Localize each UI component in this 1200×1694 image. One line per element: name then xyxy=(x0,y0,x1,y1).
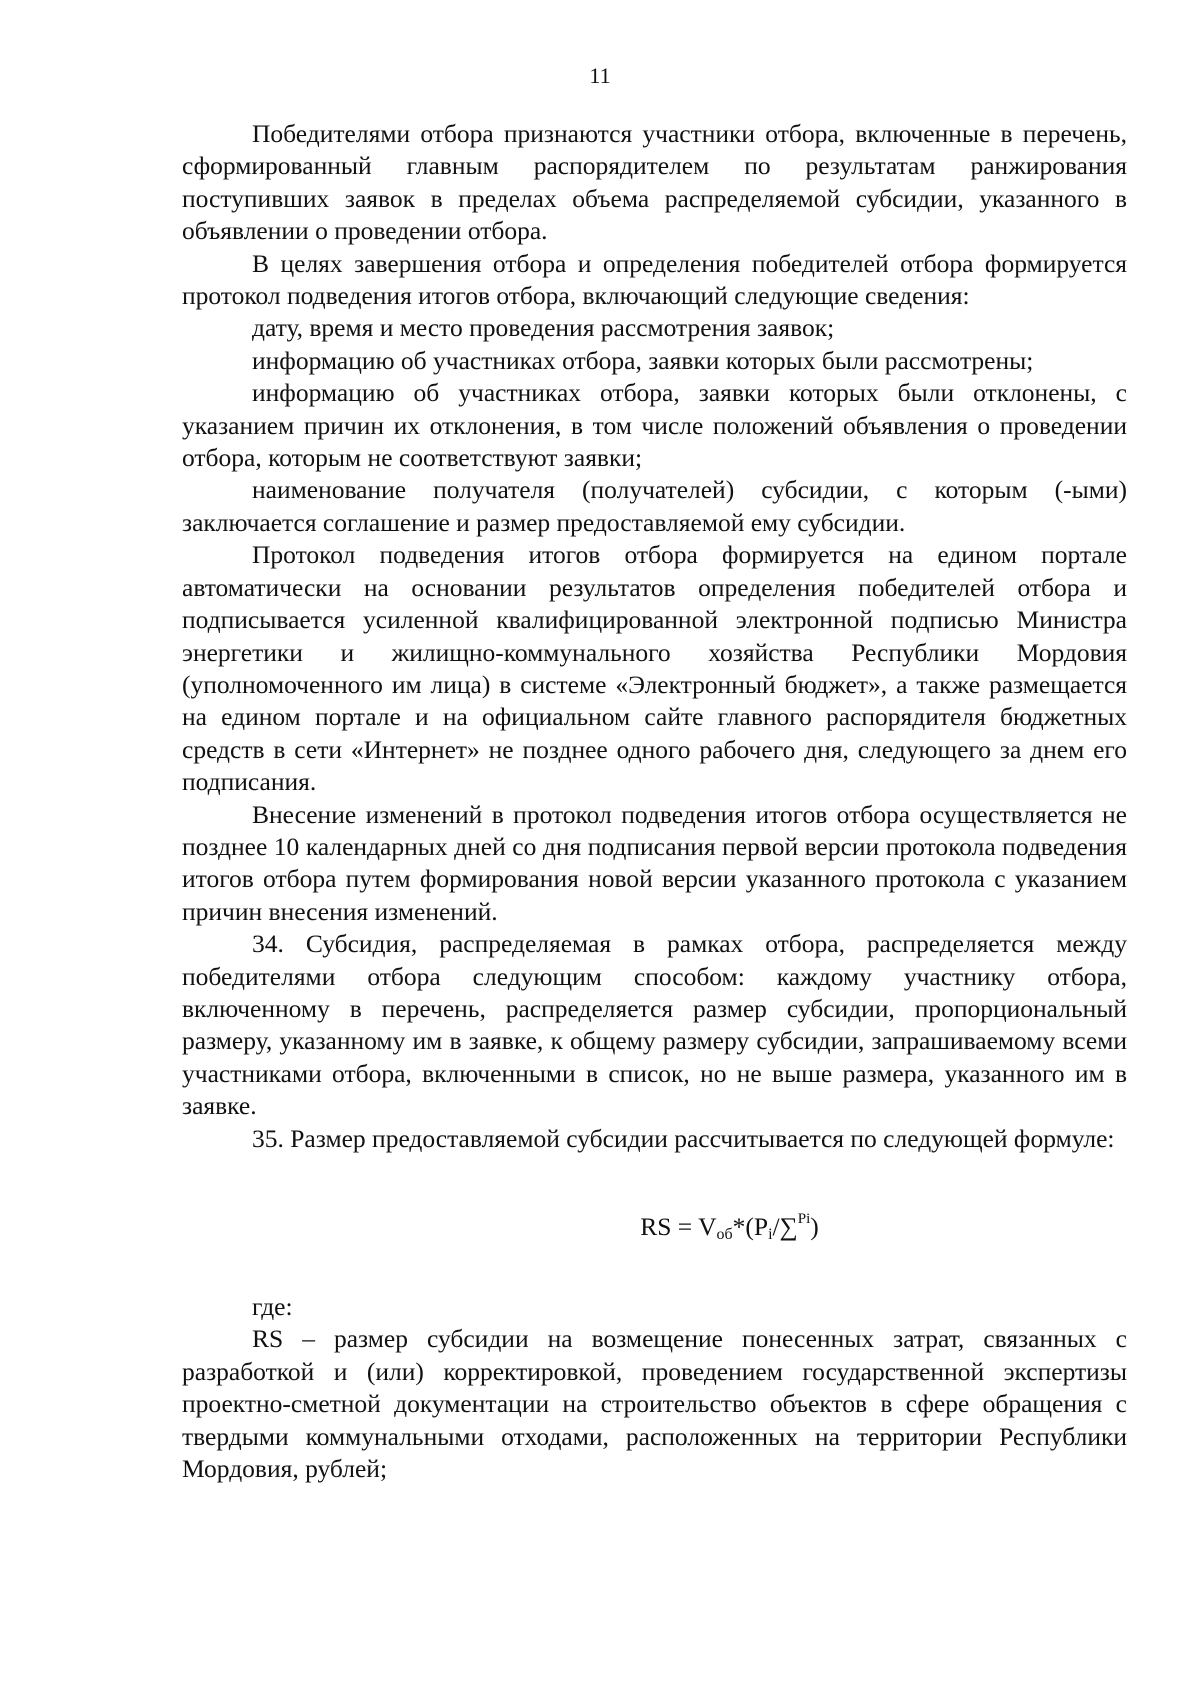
formula-mid: *(P xyxy=(732,1212,769,1241)
paragraph-protocol-changes: Внесение изменений в протокол подведения итогов отбора осуществляется не позднее 10 календарных дней со дня подписания первой версии протокола подведения итогов отбора путем формирования новой версии указанного протокола с указанием причин внесения изменений. xyxy=(182,799,1127,926)
formula-close: ) xyxy=(810,1212,819,1241)
formula-subscript-i: i xyxy=(768,1226,773,1243)
paragraph-clause-35: 35. Размер предоставляемой субсидии рассчитывается по следующей формуле: xyxy=(252,1123,1115,1153)
paragraph-where: где: xyxy=(252,1292,293,1321)
formula-left: RS = V xyxy=(640,1212,717,1241)
page-number: 11 xyxy=(589,63,611,88)
subsidy-formula xyxy=(182,1203,1127,1251)
paragraph-winners: Победителями отбора признаются участники отбора, включенные в перечень, сформированный главным распорядителем по результатам ранжирования поступивших заявок в пределах объема распределяемой субсидии, указанного в объявлении о проведении отбора. xyxy=(182,119,1127,246)
list-item-recipient-name: наименование получателя (получателей) субсидии, с которым (-ыми) заключается соглашение и размер предоставляемой ему субсидии. xyxy=(182,475,1127,537)
list-item-rejected-participants: информацию об участниках отбора, заявки которых были отклонены, с указанием причин их отклонения, в том числе положений объявления о проведении отбора, которым не соответствуют заявки; xyxy=(182,378,1127,473)
paragraph-rs-definition: RS – размер субсидии на возмещение понесенных затрат, связанных с разработкой и (или) корректировкой, проведением государственной экспертизы проектно-сметной документации на строительство объектов в сфере обращения с твердыми коммунальными отходами, расположенных на территории Республики Мордовия, рублей; xyxy=(182,1324,1127,1484)
paragraph-protocol-intro: В целях завершения отбора и определения победителей отбора формируется протокол подведения итогов отбора, включающий следующие сведения: xyxy=(182,248,1127,311)
formula-slash-sum: /∑ xyxy=(772,1212,798,1241)
paragraph-clause-34: 34. Субсидия, распределяемая в рамках отбора, распределяется между победителями отбора следующим способом: каждому участнику отбора, включенному в перечень, распределяется размер субсидии, пропорциональный размеру, указанному им в заявке, к общему размеру субсидии, запрашиваемому всеми участниками отбора, включенными в список, но не выше размера, указанного им в заявке. xyxy=(182,929,1127,1121)
formula-superscript-pi: Pi xyxy=(797,1211,811,1227)
list-item-date-time: дату, время и место проведения рассмотрения заявок; xyxy=(252,313,835,343)
formula-subscript-ob: об xyxy=(716,1226,733,1243)
paragraph-protocol-formation: Протокол подведения итогов отбора формируется на едином портале автоматически на основании результатов определения победителей отбора и подписывается усиленной квалифицированной электронной подписью Министра энергетики и жилищно-коммунального хозяйства Республики Мордовия (уполномоченного им лица) в системе «Электронный бюджет», а также размещается на едином портале и на официальном сайте главного распорядителя бюджетных средств в сети «Интернет» не позднее одного рабочего дня, следующего за днем его подписания. xyxy=(182,540,1127,797)
document-body xyxy=(182,118,1127,1485)
list-item-reviewed-participants: информацию об участниках отбора, заявки которых были рассмотрены; xyxy=(252,345,1034,375)
